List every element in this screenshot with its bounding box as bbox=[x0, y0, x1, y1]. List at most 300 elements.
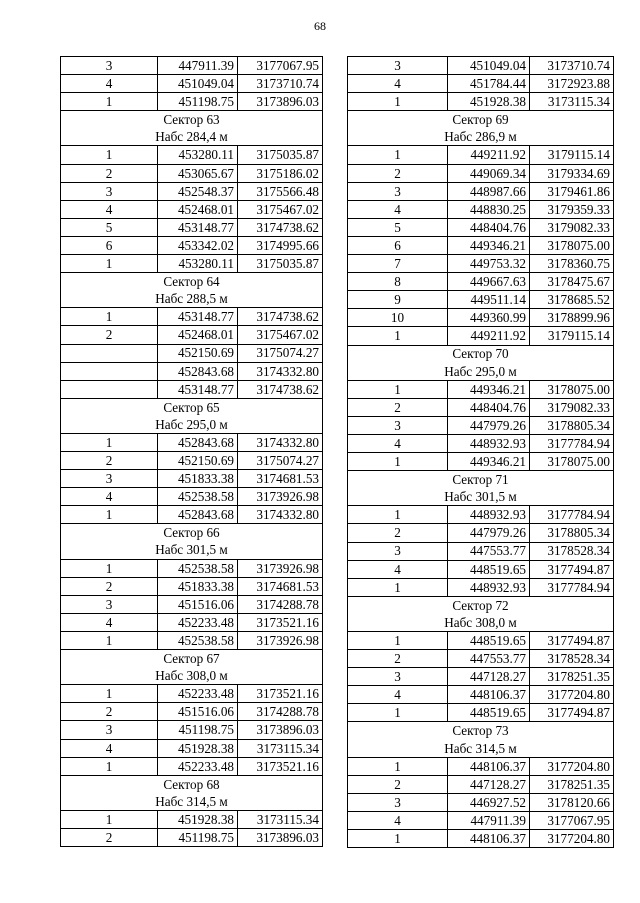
y-coordinate-cell: 3177204.80 bbox=[530, 830, 614, 848]
coordinate-row bbox=[348, 811, 614, 829]
x-coordinate-cell: 451833.38 bbox=[158, 470, 238, 488]
sector-title: Сектор 70 bbox=[348, 345, 614, 363]
coordinate-row bbox=[348, 524, 614, 542]
y-coordinate-cell: 3177067.95 bbox=[530, 811, 614, 829]
y-coordinate-cell: 3178475.67 bbox=[530, 273, 614, 291]
coordinate-row bbox=[348, 291, 614, 309]
coordinate-row bbox=[61, 810, 323, 828]
x-coordinate-cell: 448404.76 bbox=[448, 398, 530, 416]
x-coordinate-cell: 448987.66 bbox=[448, 182, 530, 200]
coordinate-row bbox=[61, 829, 323, 847]
x-coordinate-cell: 448106.37 bbox=[448, 757, 530, 775]
x-coordinate-cell: 451049.04 bbox=[158, 75, 238, 93]
x-coordinate-cell: 451516.06 bbox=[158, 703, 238, 721]
y-coordinate-cell: 3177784.94 bbox=[530, 434, 614, 452]
coordinate-row bbox=[348, 650, 614, 668]
point-number-cell: 4 bbox=[348, 200, 448, 218]
x-coordinate-cell: 453148.77 bbox=[158, 380, 238, 398]
sector-height: Набс 314,5 м bbox=[61, 793, 323, 811]
sector-title: Сектор 66 bbox=[61, 524, 323, 542]
point-number-cell: 6 bbox=[348, 236, 448, 254]
sector-height-row bbox=[348, 128, 614, 146]
point-number-cell: 1 bbox=[348, 578, 448, 596]
y-coordinate-cell: 3177067.95 bbox=[238, 57, 323, 75]
x-coordinate-cell: 449211.92 bbox=[448, 327, 530, 345]
point-number-cell: 1 bbox=[61, 146, 158, 164]
x-coordinate-cell: 448932.93 bbox=[448, 506, 530, 524]
x-coordinate-cell: 449360.99 bbox=[448, 309, 530, 327]
point-number-cell: 3 bbox=[348, 668, 448, 686]
y-coordinate-cell: 3179115.14 bbox=[530, 327, 614, 345]
x-coordinate-cell: 452538.58 bbox=[158, 559, 238, 577]
point-number-cell: 4 bbox=[348, 75, 448, 93]
coordinate-row bbox=[61, 57, 323, 75]
point-number-cell: 7 bbox=[348, 255, 448, 273]
x-coordinate-cell: 451784.44 bbox=[448, 75, 530, 93]
sector-height: Набс 288,5 м bbox=[61, 290, 323, 308]
coordinate-row bbox=[61, 757, 323, 775]
y-coordinate-cell: 3179359.33 bbox=[530, 200, 614, 218]
x-coordinate-cell: 448106.37 bbox=[448, 686, 530, 704]
x-coordinate-cell: 446927.52 bbox=[448, 793, 530, 811]
sector-height: Набс 286,9 м bbox=[348, 128, 614, 146]
y-coordinate-cell: 3178528.34 bbox=[530, 542, 614, 560]
x-coordinate-cell: 452150.69 bbox=[158, 452, 238, 470]
x-coordinate-cell: 449511.14 bbox=[448, 291, 530, 309]
y-coordinate-cell: 3175035.87 bbox=[238, 255, 323, 273]
y-coordinate-cell: 3178075.00 bbox=[530, 380, 614, 398]
x-coordinate-cell: 453148.77 bbox=[158, 218, 238, 236]
point-number-cell: 1 bbox=[348, 146, 448, 164]
sector-height-row bbox=[348, 740, 614, 758]
coordinate-row bbox=[61, 93, 323, 111]
x-coordinate-cell: 453065.67 bbox=[158, 164, 238, 182]
x-coordinate-cell: 448106.37 bbox=[448, 830, 530, 848]
y-coordinate-cell: 3175467.02 bbox=[238, 326, 323, 344]
x-coordinate-cell: 448404.76 bbox=[448, 218, 530, 236]
sector-height-row bbox=[61, 290, 323, 308]
sector-height-row bbox=[61, 793, 323, 811]
point-number-cell: 1 bbox=[61, 632, 158, 650]
sector-title-row bbox=[61, 273, 323, 291]
coordinate-row bbox=[61, 703, 323, 721]
coordinate-row bbox=[348, 93, 614, 111]
y-coordinate-cell: 3173896.03 bbox=[238, 829, 323, 847]
sector-title: Сектор 72 bbox=[348, 596, 614, 614]
sector-title-row bbox=[348, 111, 614, 129]
point-number-cell: 3 bbox=[61, 721, 158, 739]
coordinate-row bbox=[348, 200, 614, 218]
coordinate-row bbox=[348, 775, 614, 793]
y-coordinate-cell: 3174738.62 bbox=[238, 380, 323, 398]
y-coordinate-cell: 3174738.62 bbox=[238, 308, 323, 326]
point-number-cell: 2 bbox=[61, 829, 158, 847]
coordinate-row bbox=[61, 506, 323, 524]
sector-height-row bbox=[348, 614, 614, 632]
coordinate-row bbox=[348, 164, 614, 182]
x-coordinate-cell: 447553.77 bbox=[448, 542, 530, 560]
x-coordinate-cell: 452538.58 bbox=[158, 488, 238, 506]
sector-height-row bbox=[61, 416, 323, 434]
sector-title: Сектор 64 bbox=[61, 273, 323, 291]
point-number-cell: 4 bbox=[348, 686, 448, 704]
point-number-cell: 2 bbox=[348, 775, 448, 793]
x-coordinate-cell: 452468.01 bbox=[158, 200, 238, 218]
x-coordinate-cell: 449346.21 bbox=[448, 453, 530, 471]
point-number-cell: 1 bbox=[348, 506, 448, 524]
coordinate-row bbox=[348, 686, 614, 704]
coordinate-row bbox=[348, 830, 614, 848]
sector-title: Сектор 67 bbox=[61, 650, 323, 668]
x-coordinate-cell: 448519.65 bbox=[448, 632, 530, 650]
point-number-cell: 2 bbox=[61, 703, 158, 721]
sector-height: Набс 314,5 м bbox=[348, 740, 614, 758]
point-number-cell: 1 bbox=[61, 433, 158, 451]
y-coordinate-cell: 3175074.27 bbox=[238, 344, 323, 362]
coordinate-row bbox=[61, 452, 323, 470]
x-coordinate-cell: 451928.38 bbox=[158, 739, 238, 757]
y-coordinate-cell: 3175566.48 bbox=[238, 182, 323, 200]
point-number-cell bbox=[61, 380, 158, 398]
x-coordinate-cell: 452538.58 bbox=[158, 632, 238, 650]
sector-title-row bbox=[348, 596, 614, 614]
coordinate-row bbox=[348, 578, 614, 596]
x-coordinate-cell: 451198.75 bbox=[158, 93, 238, 111]
x-coordinate-cell: 447911.39 bbox=[158, 57, 238, 75]
y-coordinate-cell: 3177494.87 bbox=[530, 560, 614, 578]
y-coordinate-cell: 3178805.34 bbox=[530, 416, 614, 434]
x-coordinate-cell: 453280.11 bbox=[158, 146, 238, 164]
coordinate-row bbox=[61, 721, 323, 739]
x-coordinate-cell: 449667.63 bbox=[448, 273, 530, 291]
y-coordinate-cell: 3178120.66 bbox=[530, 793, 614, 811]
y-coordinate-cell: 3173710.74 bbox=[238, 75, 323, 93]
x-coordinate-cell: 447128.27 bbox=[448, 668, 530, 686]
sector-title-row bbox=[348, 345, 614, 363]
sector-height: Набс 308,0 м bbox=[61, 667, 323, 685]
y-coordinate-cell: 3175186.02 bbox=[238, 164, 323, 182]
point-number-cell: 8 bbox=[348, 273, 448, 291]
point-number-cell: 3 bbox=[348, 416, 448, 434]
y-coordinate-cell: 3173710.74 bbox=[530, 57, 614, 75]
coordinate-row bbox=[61, 164, 323, 182]
point-number-cell: 4 bbox=[348, 811, 448, 829]
coordinate-row bbox=[61, 380, 323, 398]
y-coordinate-cell: 3179082.33 bbox=[530, 398, 614, 416]
y-coordinate-cell: 3173521.16 bbox=[238, 757, 323, 775]
coordinate-row bbox=[348, 506, 614, 524]
y-coordinate-cell: 3175074.27 bbox=[238, 452, 323, 470]
x-coordinate-cell: 449346.21 bbox=[448, 236, 530, 254]
y-coordinate-cell: 3178899.96 bbox=[530, 309, 614, 327]
coordinate-row bbox=[348, 757, 614, 775]
point-number-cell: 3 bbox=[348, 57, 448, 75]
coordinate-row bbox=[348, 434, 614, 452]
point-number-cell: 4 bbox=[61, 488, 158, 506]
x-coordinate-cell: 449069.34 bbox=[448, 164, 530, 182]
x-coordinate-cell: 447128.27 bbox=[448, 775, 530, 793]
right-coordinates-table bbox=[347, 56, 614, 848]
point-number-cell: 3 bbox=[348, 542, 448, 560]
coordinate-row bbox=[348, 542, 614, 560]
point-number-cell: 2 bbox=[61, 577, 158, 595]
coordinate-row bbox=[61, 218, 323, 236]
coordinate-row bbox=[348, 236, 614, 254]
x-coordinate-cell: 448519.65 bbox=[448, 704, 530, 722]
point-number-cell: 4 bbox=[61, 75, 158, 93]
point-number-cell: 3 bbox=[348, 182, 448, 200]
point-number-cell bbox=[61, 344, 158, 362]
x-coordinate-cell: 449346.21 bbox=[448, 380, 530, 398]
point-number-cell: 4 bbox=[61, 200, 158, 218]
left-coordinates-table bbox=[60, 56, 323, 847]
point-number-cell: 1 bbox=[61, 308, 158, 326]
y-coordinate-cell: 3173926.98 bbox=[238, 632, 323, 650]
sector-title: Сектор 73 bbox=[348, 722, 614, 740]
x-coordinate-cell: 452150.69 bbox=[158, 344, 238, 362]
x-coordinate-cell: 451198.75 bbox=[158, 721, 238, 739]
coordinate-row bbox=[348, 668, 614, 686]
x-coordinate-cell: 452843.68 bbox=[158, 362, 238, 380]
sector-height: Набс 295,0 м bbox=[348, 363, 614, 381]
point-number-cell: 2 bbox=[61, 452, 158, 470]
sector-title: Сектор 71 bbox=[348, 471, 614, 489]
sector-height: Набс 301,5 м bbox=[61, 542, 323, 560]
coordinate-row bbox=[348, 57, 614, 75]
sector-height-row bbox=[348, 363, 614, 381]
point-number-cell: 1 bbox=[61, 757, 158, 775]
coordinate-row bbox=[348, 146, 614, 164]
coordinate-row bbox=[61, 559, 323, 577]
coordinate-row bbox=[348, 453, 614, 471]
point-number-cell: 2 bbox=[348, 524, 448, 542]
coordinate-row bbox=[61, 488, 323, 506]
coordinate-row bbox=[61, 595, 323, 613]
x-coordinate-cell: 451516.06 bbox=[158, 595, 238, 613]
x-coordinate-cell: 453280.11 bbox=[158, 255, 238, 273]
point-number-cell: 4 bbox=[348, 560, 448, 578]
sector-title-row bbox=[61, 398, 323, 416]
y-coordinate-cell: 3174995.66 bbox=[238, 236, 323, 254]
y-coordinate-cell: 3177204.80 bbox=[530, 757, 614, 775]
x-coordinate-cell: 447911.39 bbox=[448, 811, 530, 829]
x-coordinate-cell: 452233.48 bbox=[158, 685, 238, 703]
coordinate-row bbox=[61, 433, 323, 451]
point-number-cell: 1 bbox=[61, 255, 158, 273]
coordinate-row bbox=[61, 326, 323, 344]
point-number-cell: 1 bbox=[61, 559, 158, 577]
x-coordinate-cell: 449753.32 bbox=[448, 255, 530, 273]
point-number-cell: 2 bbox=[61, 326, 158, 344]
x-coordinate-cell: 452468.01 bbox=[158, 326, 238, 344]
coordinate-row bbox=[61, 577, 323, 595]
x-coordinate-cell: 449211.92 bbox=[448, 146, 530, 164]
y-coordinate-cell: 3178360.75 bbox=[530, 255, 614, 273]
point-number-cell: 10 bbox=[348, 309, 448, 327]
point-number-cell bbox=[61, 362, 158, 380]
y-coordinate-cell: 3174681.53 bbox=[238, 577, 323, 595]
point-number-cell: 1 bbox=[348, 704, 448, 722]
y-coordinate-cell: 3178075.00 bbox=[530, 453, 614, 471]
y-coordinate-cell: 3174332.80 bbox=[238, 433, 323, 451]
x-coordinate-cell: 451928.38 bbox=[448, 93, 530, 111]
x-coordinate-cell: 452233.48 bbox=[158, 613, 238, 631]
x-coordinate-cell: 453342.02 bbox=[158, 236, 238, 254]
y-coordinate-cell: 3178805.34 bbox=[530, 524, 614, 542]
coordinate-row bbox=[61, 362, 323, 380]
x-coordinate-cell: 448932.93 bbox=[448, 434, 530, 452]
sector-height: Набс 308,0 м bbox=[348, 614, 614, 632]
coordinate-row bbox=[61, 75, 323, 93]
point-number-cell: 2 bbox=[348, 650, 448, 668]
coordinate-row bbox=[348, 560, 614, 578]
x-coordinate-cell: 451198.75 bbox=[158, 829, 238, 847]
coordinate-row bbox=[61, 182, 323, 200]
coordinate-row bbox=[348, 793, 614, 811]
point-number-cell: 1 bbox=[348, 453, 448, 471]
y-coordinate-cell: 3173896.03 bbox=[238, 721, 323, 739]
coordinate-row bbox=[348, 380, 614, 398]
coordinate-row bbox=[348, 327, 614, 345]
point-number-cell: 4 bbox=[348, 434, 448, 452]
sector-title-row bbox=[61, 111, 323, 129]
coordinate-row bbox=[348, 75, 614, 93]
y-coordinate-cell: 3178251.35 bbox=[530, 668, 614, 686]
x-coordinate-cell: 452233.48 bbox=[158, 757, 238, 775]
y-coordinate-cell: 3173115.34 bbox=[530, 93, 614, 111]
y-coordinate-cell: 3172923.88 bbox=[530, 75, 614, 93]
point-number-cell: 6 bbox=[61, 236, 158, 254]
coordinate-row bbox=[61, 632, 323, 650]
coordinate-row bbox=[61, 685, 323, 703]
y-coordinate-cell: 3173521.16 bbox=[238, 613, 323, 631]
y-coordinate-cell: 3179461.86 bbox=[530, 182, 614, 200]
sector-height: Набс 295,0 м bbox=[61, 416, 323, 434]
y-coordinate-cell: 3177494.87 bbox=[530, 632, 614, 650]
y-coordinate-cell: 3175467.02 bbox=[238, 200, 323, 218]
sector-height-row bbox=[61, 542, 323, 560]
point-number-cell: 3 bbox=[348, 793, 448, 811]
coordinate-row bbox=[61, 236, 323, 254]
x-coordinate-cell: 448830.25 bbox=[448, 200, 530, 218]
point-number-cell: 1 bbox=[61, 685, 158, 703]
sector-title: Сектор 69 bbox=[348, 111, 614, 129]
x-coordinate-cell: 448519.65 bbox=[448, 560, 530, 578]
sector-height-row bbox=[61, 667, 323, 685]
coordinate-row bbox=[61, 344, 323, 362]
x-coordinate-cell: 452548.37 bbox=[158, 182, 238, 200]
y-coordinate-cell: 3178075.00 bbox=[530, 236, 614, 254]
coordinate-row bbox=[61, 308, 323, 326]
sector-title-row bbox=[348, 471, 614, 489]
coordinate-row bbox=[61, 613, 323, 631]
sector-title-row bbox=[61, 650, 323, 668]
sector-title-row bbox=[348, 722, 614, 740]
coordinate-row bbox=[61, 146, 323, 164]
y-coordinate-cell: 3173115.34 bbox=[238, 810, 323, 828]
point-number-cell: 5 bbox=[61, 218, 158, 236]
y-coordinate-cell: 3173926.98 bbox=[238, 488, 323, 506]
coordinate-row bbox=[348, 398, 614, 416]
sector-title: Сектор 68 bbox=[61, 775, 323, 793]
coordinate-row bbox=[348, 416, 614, 434]
point-number-cell: 3 bbox=[61, 57, 158, 75]
x-coordinate-cell: 452843.68 bbox=[158, 506, 238, 524]
point-number-cell: 1 bbox=[61, 93, 158, 111]
point-number-cell: 1 bbox=[61, 810, 158, 828]
y-coordinate-cell: 3179334.69 bbox=[530, 164, 614, 182]
y-coordinate-cell: 3173115.34 bbox=[238, 739, 323, 757]
point-number-cell: 1 bbox=[348, 93, 448, 111]
sector-title-row bbox=[61, 775, 323, 793]
coordinate-row bbox=[348, 704, 614, 722]
y-coordinate-cell: 3175035.87 bbox=[238, 146, 323, 164]
sector-height: Набс 301,5 м bbox=[348, 488, 614, 506]
y-coordinate-cell: 3177784.94 bbox=[530, 578, 614, 596]
x-coordinate-cell: 447979.26 bbox=[448, 524, 530, 542]
y-coordinate-cell: 3178685.52 bbox=[530, 291, 614, 309]
sector-height: Набс 284,4 м bbox=[61, 128, 323, 146]
coordinate-row bbox=[348, 182, 614, 200]
x-coordinate-cell: 447979.26 bbox=[448, 416, 530, 434]
point-number-cell: 1 bbox=[348, 632, 448, 650]
sector-title: Сектор 65 bbox=[61, 398, 323, 416]
coordinate-row bbox=[348, 273, 614, 291]
y-coordinate-cell: 3178251.35 bbox=[530, 775, 614, 793]
sector-height-row bbox=[348, 488, 614, 506]
coordinate-row bbox=[61, 255, 323, 273]
point-number-cell: 1 bbox=[348, 830, 448, 848]
point-number-cell: 2 bbox=[61, 164, 158, 182]
coordinate-row bbox=[61, 739, 323, 757]
point-number-cell: 2 bbox=[348, 164, 448, 182]
y-coordinate-cell: 3177784.94 bbox=[530, 506, 614, 524]
point-number-cell: 4 bbox=[61, 613, 158, 631]
page-number: 68 bbox=[314, 19, 326, 33]
point-number-cell: 3 bbox=[61, 470, 158, 488]
x-coordinate-cell: 448932.93 bbox=[448, 578, 530, 596]
coordinate-row bbox=[348, 632, 614, 650]
coordinate-row bbox=[61, 470, 323, 488]
coordinate-row bbox=[348, 255, 614, 273]
y-coordinate-cell: 3174681.53 bbox=[238, 470, 323, 488]
y-coordinate-cell: 3173896.03 bbox=[238, 93, 323, 111]
point-number-cell: 2 bbox=[348, 398, 448, 416]
point-number-cell: 1 bbox=[61, 506, 158, 524]
point-number-cell: 4 bbox=[61, 739, 158, 757]
coordinate-row bbox=[61, 200, 323, 218]
y-coordinate-cell: 3173926.98 bbox=[238, 559, 323, 577]
y-coordinate-cell: 3174288.78 bbox=[238, 703, 323, 721]
point-number-cell: 3 bbox=[61, 595, 158, 613]
coordinate-row bbox=[348, 218, 614, 236]
y-coordinate-cell: 3173521.16 bbox=[238, 685, 323, 703]
sector-title-row bbox=[61, 524, 323, 542]
y-coordinate-cell: 3177204.80 bbox=[530, 686, 614, 704]
x-coordinate-cell: 452843.68 bbox=[158, 433, 238, 451]
point-number-cell: 5 bbox=[348, 218, 448, 236]
sector-title: Сектор 63 bbox=[61, 111, 323, 129]
y-coordinate-cell: 3179115.14 bbox=[530, 146, 614, 164]
y-coordinate-cell: 3178528.34 bbox=[530, 650, 614, 668]
point-number-cell: 1 bbox=[348, 757, 448, 775]
coordinate-row bbox=[348, 309, 614, 327]
x-coordinate-cell: 447553.77 bbox=[448, 650, 530, 668]
x-coordinate-cell: 451833.38 bbox=[158, 577, 238, 595]
x-coordinate-cell: 451928.38 bbox=[158, 810, 238, 828]
y-coordinate-cell: 3174332.80 bbox=[238, 362, 323, 380]
y-coordinate-cell: 3174332.80 bbox=[238, 506, 323, 524]
